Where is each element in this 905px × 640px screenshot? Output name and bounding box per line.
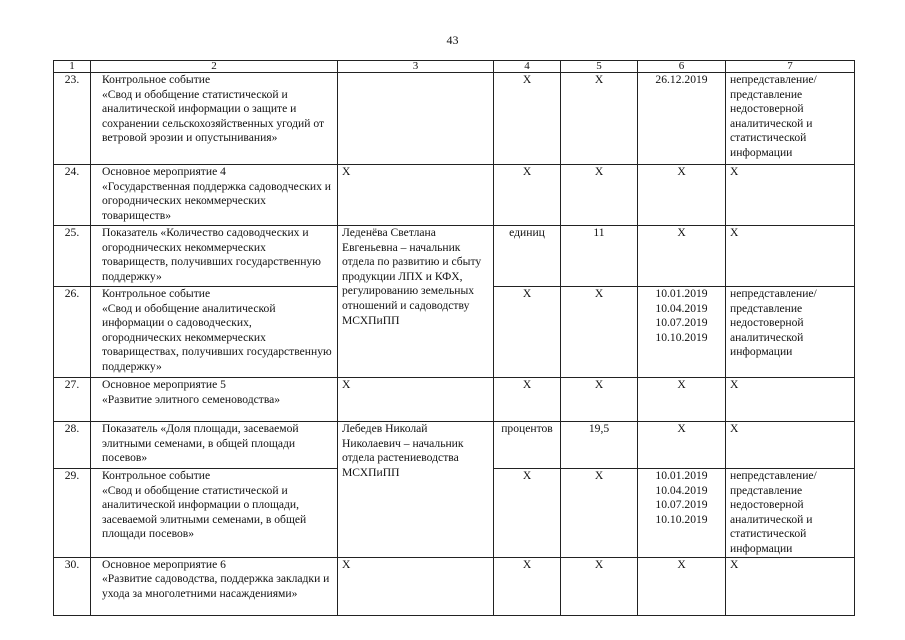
- measure-cell: [91, 165, 338, 226]
- unit-cell: Х: [494, 73, 561, 165]
- measure-type: Показатель: [102, 422, 158, 435]
- measure-description: «Развитие садоводства, поддержка закладки и ухода за многолетними насаждениями»: [102, 572, 330, 600]
- date-item: 10.04.2019: [655, 483, 708, 497]
- measure-cell: [91, 378, 338, 422]
- date-cell: [638, 287, 726, 378]
- measure-description: «Количество садоводческих и огороднических некоммерческих товариществ, получивших государственную поддержку»: [102, 226, 321, 283]
- table-row: [54, 422, 855, 469]
- measure-cell: [91, 287, 338, 378]
- risk-cell: Х: [726, 165, 855, 226]
- measure-type: Контрольное событие: [102, 287, 211, 300]
- measure-type: Показатель: [102, 226, 158, 239]
- measure-description: «Свод и обобщение статистической и аналитической информации о защите и сохранении сельскохозяйственных угодий от ветровой эрозии и опустынивания»: [102, 87, 325, 145]
- row-number: 26.: [54, 287, 91, 378]
- date-cell: 26.12.2019: [638, 73, 726, 165]
- col-header-7: 7: [726, 61, 855, 73]
- measure-type: Основное мероприятие 5: [102, 378, 226, 391]
- row-number: 28.: [54, 422, 91, 469]
- value-cell: Х: [561, 378, 638, 422]
- measure-description: «Развитие элитного семеноводства»: [102, 392, 281, 406]
- risk-cell: непредставление/представление недостоверной аналитической и статистической информации: [726, 469, 855, 558]
- date-cell: Х: [638, 422, 726, 469]
- date-cell: Х: [638, 557, 726, 615]
- date-cell: [638, 469, 726, 558]
- date-item: 10.07.2019: [655, 316, 708, 330]
- measures-table: [53, 60, 855, 616]
- measure-description: «Доля площади, засеваемой элитными семенами, в общей площади посевов»: [102, 422, 299, 465]
- responsible-cell: Лебедев Николай Николаевич – начальник отдела растениеводства МСХПиПП: [338, 422, 494, 558]
- unit-cell: Х: [494, 165, 561, 226]
- measure-type: Контрольное событие: [102, 73, 211, 86]
- responsible-cell: Х: [338, 378, 494, 422]
- col-header-2: 2: [91, 61, 338, 73]
- value-cell: Х: [561, 287, 638, 378]
- responsible-cell: Х: [338, 557, 494, 615]
- col-header-3: 3: [338, 61, 494, 73]
- measure-cell: [91, 226, 338, 287]
- measure-type: Основное мероприятие 4: [102, 165, 226, 178]
- col-header-6: 6: [638, 61, 726, 73]
- col-header-1: 1: [54, 61, 91, 73]
- value-cell: Х: [561, 557, 638, 615]
- date-item: 10.01.2019: [655, 469, 708, 482]
- unit-cell: Х: [494, 378, 561, 422]
- responsible-cell: [338, 73, 494, 165]
- unit-cell: Х: [494, 557, 561, 615]
- page-number: 43: [446, 33, 459, 47]
- risk-cell: Х: [726, 557, 855, 615]
- value-cell: Х: [561, 73, 638, 165]
- date-cell: Х: [638, 378, 726, 422]
- header-row: [54, 61, 855, 73]
- measure-type: Контрольное событие: [102, 469, 211, 482]
- date-cell: Х: [638, 226, 726, 287]
- measure-description: «Государственная поддержка садоводческих и огороднических некоммерческих товариществ»: [102, 179, 331, 222]
- unit-cell: единиц: [494, 226, 561, 287]
- value-cell: Х: [561, 469, 638, 558]
- measure-type: Основное мероприятие 6: [102, 557, 226, 571]
- risk-cell: Х: [726, 422, 855, 469]
- row-number: 30.: [54, 557, 91, 615]
- measure-cell: [91, 557, 338, 615]
- unit-cell: Х: [494, 287, 561, 378]
- date-item: 10.04.2019: [655, 301, 708, 315]
- table-row: [54, 557, 855, 615]
- table-row: [54, 378, 855, 422]
- responsible-cell: Леденёва Светлана Евгеньевна – начальник отдела по развитию и сбыту продукции ЛПХ и КФХ, регулированию земельных отношений и садоводству МСХПиПП: [338, 226, 494, 378]
- value-cell: Х: [561, 165, 638, 226]
- value-cell: 19,5: [561, 422, 638, 469]
- unit-cell: процентов: [494, 422, 561, 469]
- measure-description: «Свод и обобщение аналитической информации о садоводческих, огороднических некоммерческих товариществах, получивших государственную поддержку»: [102, 301, 332, 373]
- measure-cell: [91, 73, 338, 165]
- risk-cell: Х: [726, 226, 855, 287]
- table-row: [54, 165, 855, 226]
- col-header-5: 5: [561, 61, 638, 73]
- row-number: 24.: [54, 165, 91, 226]
- row-number: 27.: [54, 378, 91, 422]
- date-item: 10.07.2019: [655, 498, 708, 512]
- risk-cell: непредставление/представление недостоверной аналитической информации: [726, 287, 855, 378]
- row-number: 25.: [54, 226, 91, 287]
- measure-description: «Свод и обобщение статистической и аналитической информации о площади, засеваемой элитными семенами, в общей площади посевов»: [102, 483, 307, 541]
- risk-cell: Х: [726, 378, 855, 422]
- date-item: 10.01.2019: [655, 287, 708, 300]
- measure-cell: [91, 469, 338, 558]
- col-header-4: 4: [494, 61, 561, 73]
- table-row: [54, 73, 855, 165]
- unit-cell: Х: [494, 469, 561, 558]
- row-number: 23.: [54, 73, 91, 165]
- risk-cell: непредставление/представление недостоверной аналитической и статистической информации: [726, 73, 855, 165]
- value-cell: 11: [561, 226, 638, 287]
- responsible-cell: Х: [338, 165, 494, 226]
- table-row: [54, 226, 855, 287]
- measure-cell: [91, 422, 338, 469]
- date-item: 10.10.2019: [655, 512, 708, 526]
- date-cell: Х: [638, 165, 726, 226]
- date-item: 10.10.2019: [655, 330, 708, 344]
- row-number: 29.: [54, 469, 91, 558]
